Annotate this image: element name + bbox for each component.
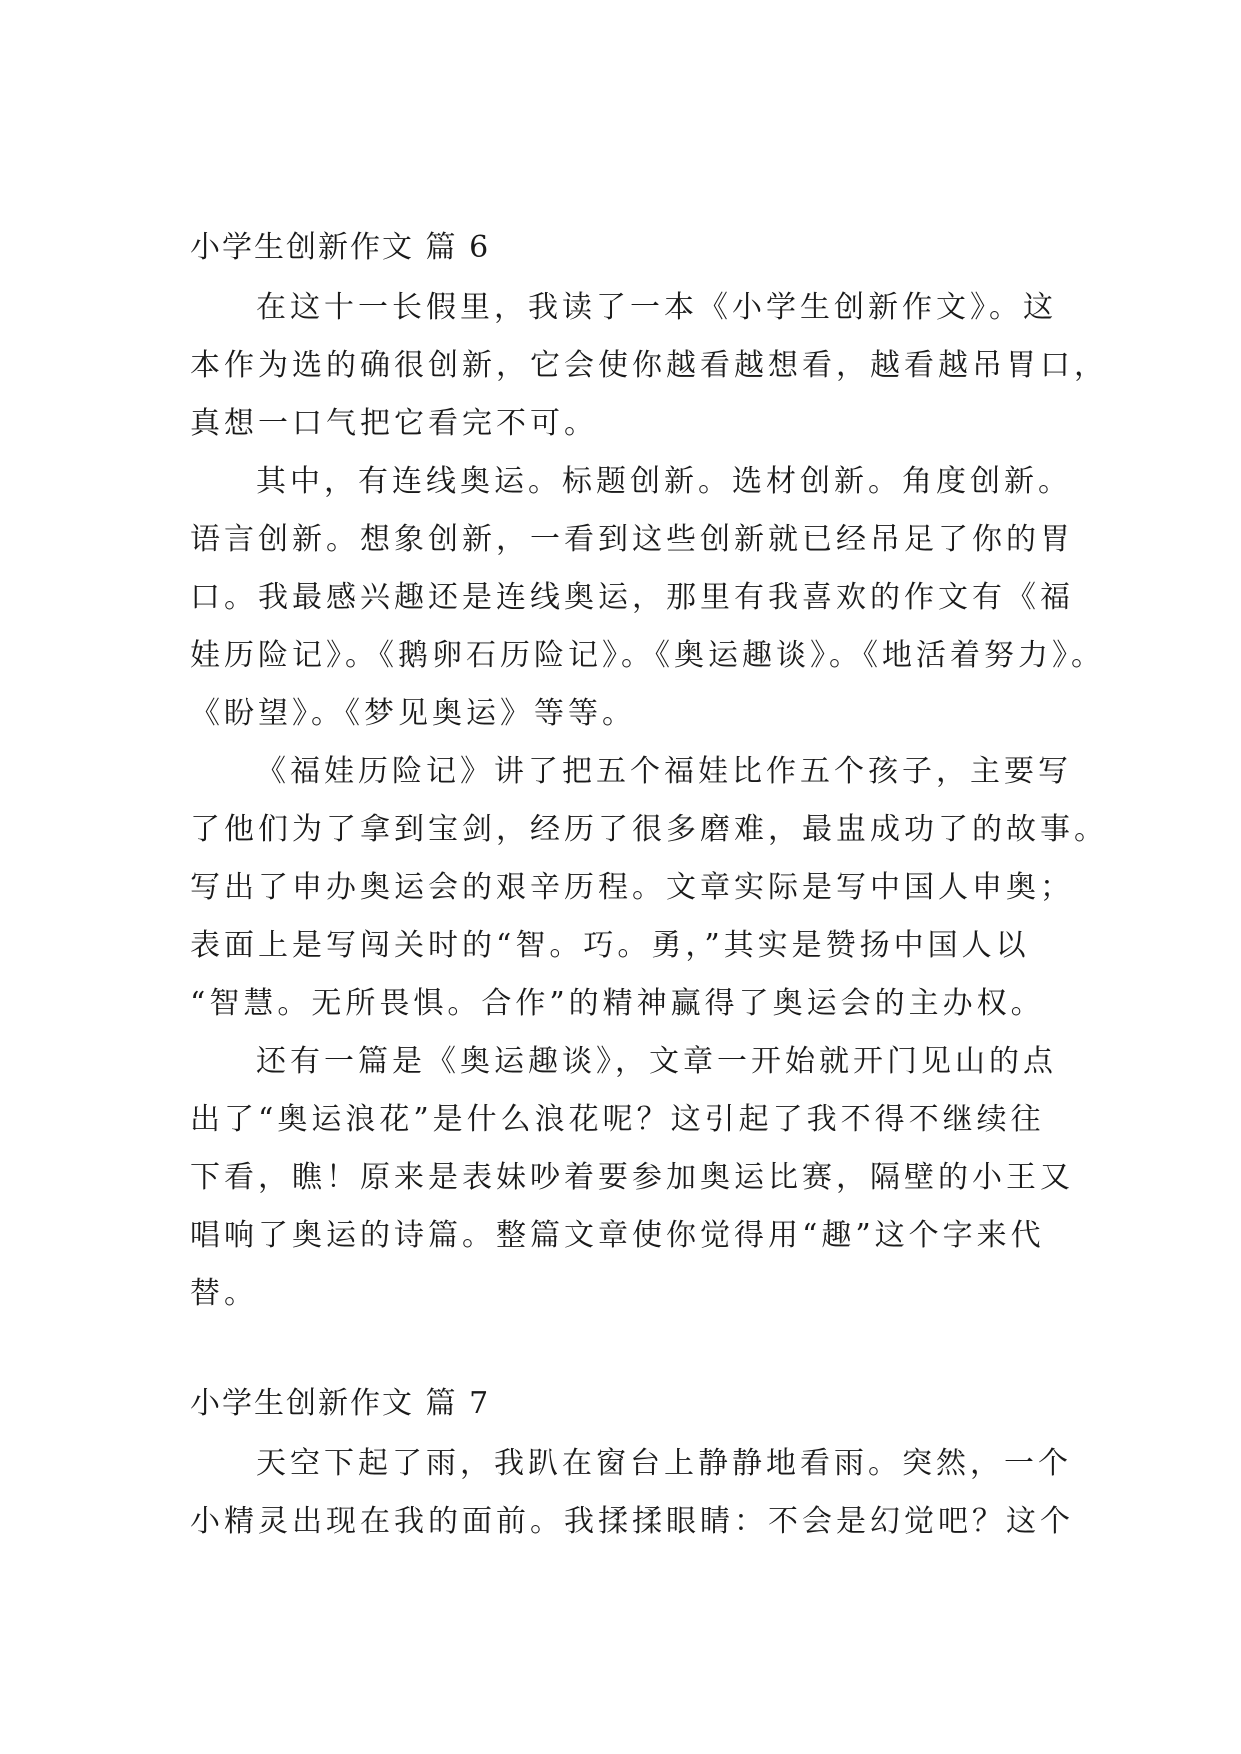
paragraph-line: 本作为选的确很创新，它会使你越看越想看，越看越吊胃口， <box>190 348 1108 383</box>
paragraph-line: 表面上是写闯关时的“智。巧。勇，”其实是赞扬中国人以 <box>190 928 1030 963</box>
paragraph-line: 写出了申办奥运会的艰辛历程。文章实际是写中国人申奥； <box>190 870 1074 905</box>
section-heading: 小学生创新作文 篇 6 <box>190 230 491 265</box>
paragraph-line: 其中，有连线奥运。标题创新。选材创新。角度创新。 <box>256 464 1072 499</box>
paragraph-line: 还有一篇是《奥运趣谈》，文章一开始就开门见山的点 <box>256 1044 1057 1079</box>
paragraph-line: 小精灵出现在我的面前。我揉揉眼睛：不会是幻觉吧？这个 <box>190 1504 1074 1539</box>
paragraph-line: 《盼望》。《梦见奥运》等等。 <box>190 696 636 731</box>
paragraph-line: 唱响了奥运的诗篇。整篇文章使你觉得用“趣”这个字来代 <box>190 1218 1045 1253</box>
paragraph-line: 下看，瞧！原来是表妹吵着要参加奥运比赛，隔壁的小王又 <box>190 1160 1074 1195</box>
section-heading: 小学生创新作文 篇 7 <box>190 1386 491 1421</box>
paragraph-line: 口。我最感兴趣还是连线奥运，那里有我喜欢的作文有《福 <box>190 580 1074 615</box>
paragraph-line: 了他们为了拿到宝剑，经历了很多磨难，最盅成功了的故事。 <box>190 812 1108 847</box>
paragraph-line: 《福娃历险记》讲了把五个福娃比作五个孩子，主要写 <box>256 754 1072 789</box>
paragraph-line: “智慧。无所畏惧。合作”的精神赢得了奥运会的主办权。 <box>190 986 1045 1021</box>
paragraph-line: 出了“奥运浪花”是什么浪花呢？这引起了我不得不继续往 <box>190 1102 1045 1137</box>
paragraph-line: 语言创新。想象创新，一看到这些创新就已经吊足了你的胃 <box>190 522 1074 557</box>
paragraph-line: 娃历险记》。《鹅卵石历险记》。《奥运趣谈》。《地活着努力》。 <box>190 638 1105 673</box>
paragraph-line: 真想一口气把它看完不可。 <box>190 406 598 441</box>
paragraph-line: 天空下起了雨，我趴在窗台上静静地看雨。突然，一个 <box>256 1446 1072 1481</box>
paragraph-line: 替。 <box>190 1276 258 1311</box>
paragraph-line: 在这十一长假里，我读了一本《小学生创新作文》。这 <box>256 290 1057 325</box>
